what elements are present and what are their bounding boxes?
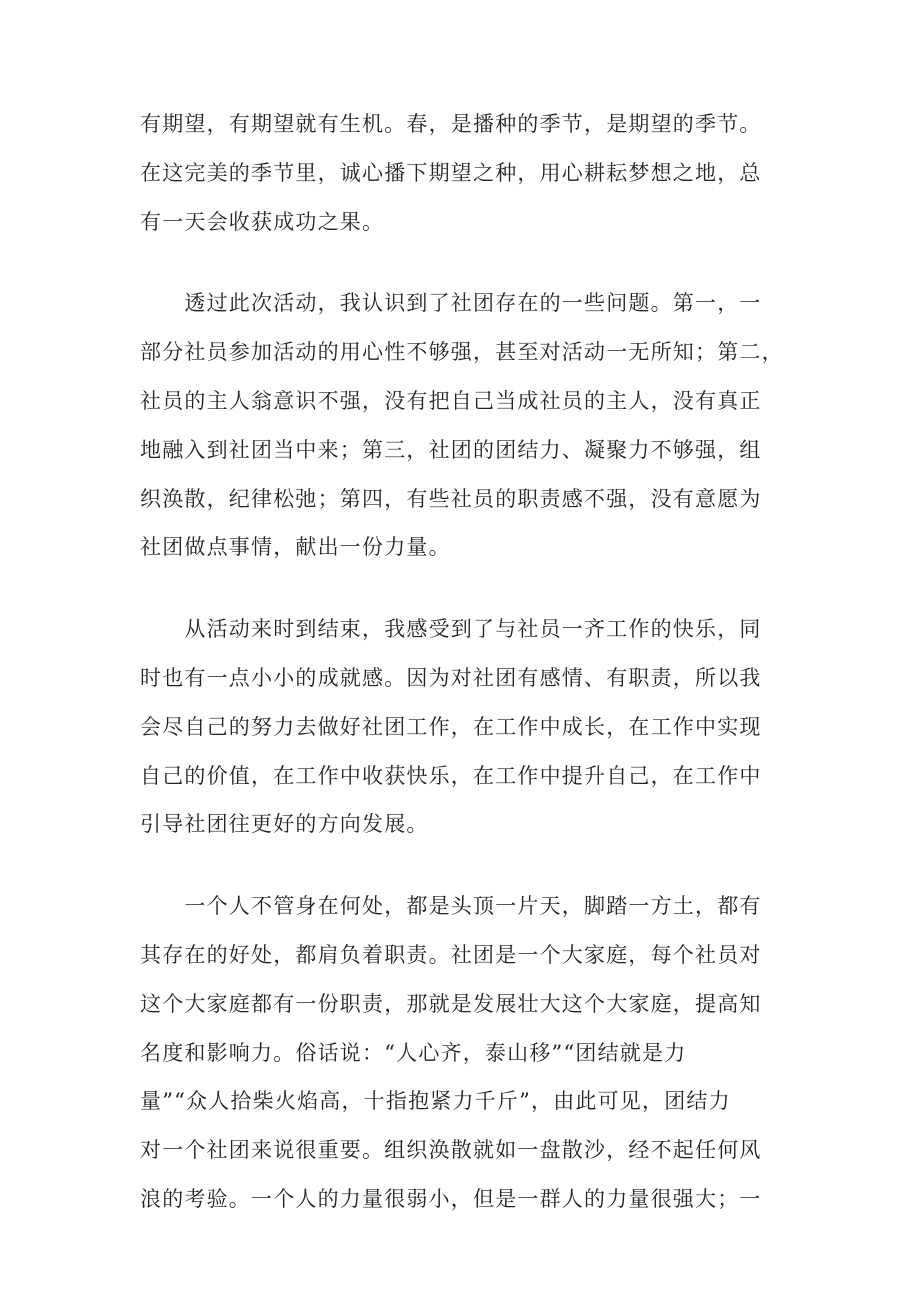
text-line: 量”“众人拾柴火焰高，十指抱紧力千斤”，由此可见，团结力: [140, 1089, 731, 1114]
text-line: 其存在的好处，都肩负着职责。社团是一个大家庭，每个社员对: [140, 942, 762, 967]
text-line: 一个人不管身在何处，都是头顶一片天，脚踏一方土，都有: [140, 894, 762, 919]
text-line: 部分社员参加活动的用心性不够强，甚至对活动一无所知；第二，: [140, 340, 784, 365]
text-line: 浪的考验。一个人的力量很弱小，但是一群人的力量很强大；一: [140, 1186, 762, 1211]
text-line: 织涣散，纪律松弛；第四，有些社员的职责感不强，没有意愿为: [140, 486, 762, 511]
paragraph: [140, 882, 800, 1224]
text-line: 从活动来时到结束，我感受到了与社员一齐工作的快乐，同: [140, 617, 762, 642]
text-line: 有一天会收获成功之果。: [140, 209, 385, 234]
text-line: 社员的主人翁意识不强，没有把自己当成社员的主人，没有真正: [140, 388, 762, 413]
paragraph: [140, 279, 800, 572]
text-line: 地融入到社团当中来；第三，社团的团结力、凝聚力不够强，组: [140, 437, 762, 462]
text-line: 引导社团往更好的方向发展。: [140, 812, 429, 837]
paragraph: [140, 605, 800, 849]
text-line: 名度和影响力。俗话说：“人心齐，泰山移”“团结就是力: [140, 1040, 687, 1065]
paragraph: [140, 100, 800, 246]
text-line: 自己的价值，在工作中收获快乐，在工作中提升自己，在工作中: [140, 763, 762, 788]
text-line: 透过此次活动，我认识到了社团存在的一些问题。第一，一: [140, 291, 762, 316]
text-line: 对一个社团来说很重要。组织涣散就如一盘散沙，经不起任何风: [140, 1138, 762, 1163]
document-body: [140, 100, 800, 1224]
text-line: 社团做点事情，献出一份力量。: [140, 535, 451, 560]
text-line: 时也有一点小小的成就感。因为对社团有感情、有职责，所以我: [140, 665, 762, 690]
text-line: 有期望，有期望就有生机。春，是播种的季节，是期望的季节。: [140, 112, 762, 136]
text-line: 在这完美的季节里，诚心播下期望之种，用心耕耘梦想之地，总: [140, 160, 762, 185]
text-line: 会尽自己的努力去做好社团工作，在工作中成长，在工作中实现: [140, 714, 762, 739]
text-line: 这个大家庭都有一份职责，那就是发展壮大这个大家庭，提高知: [140, 991, 762, 1016]
